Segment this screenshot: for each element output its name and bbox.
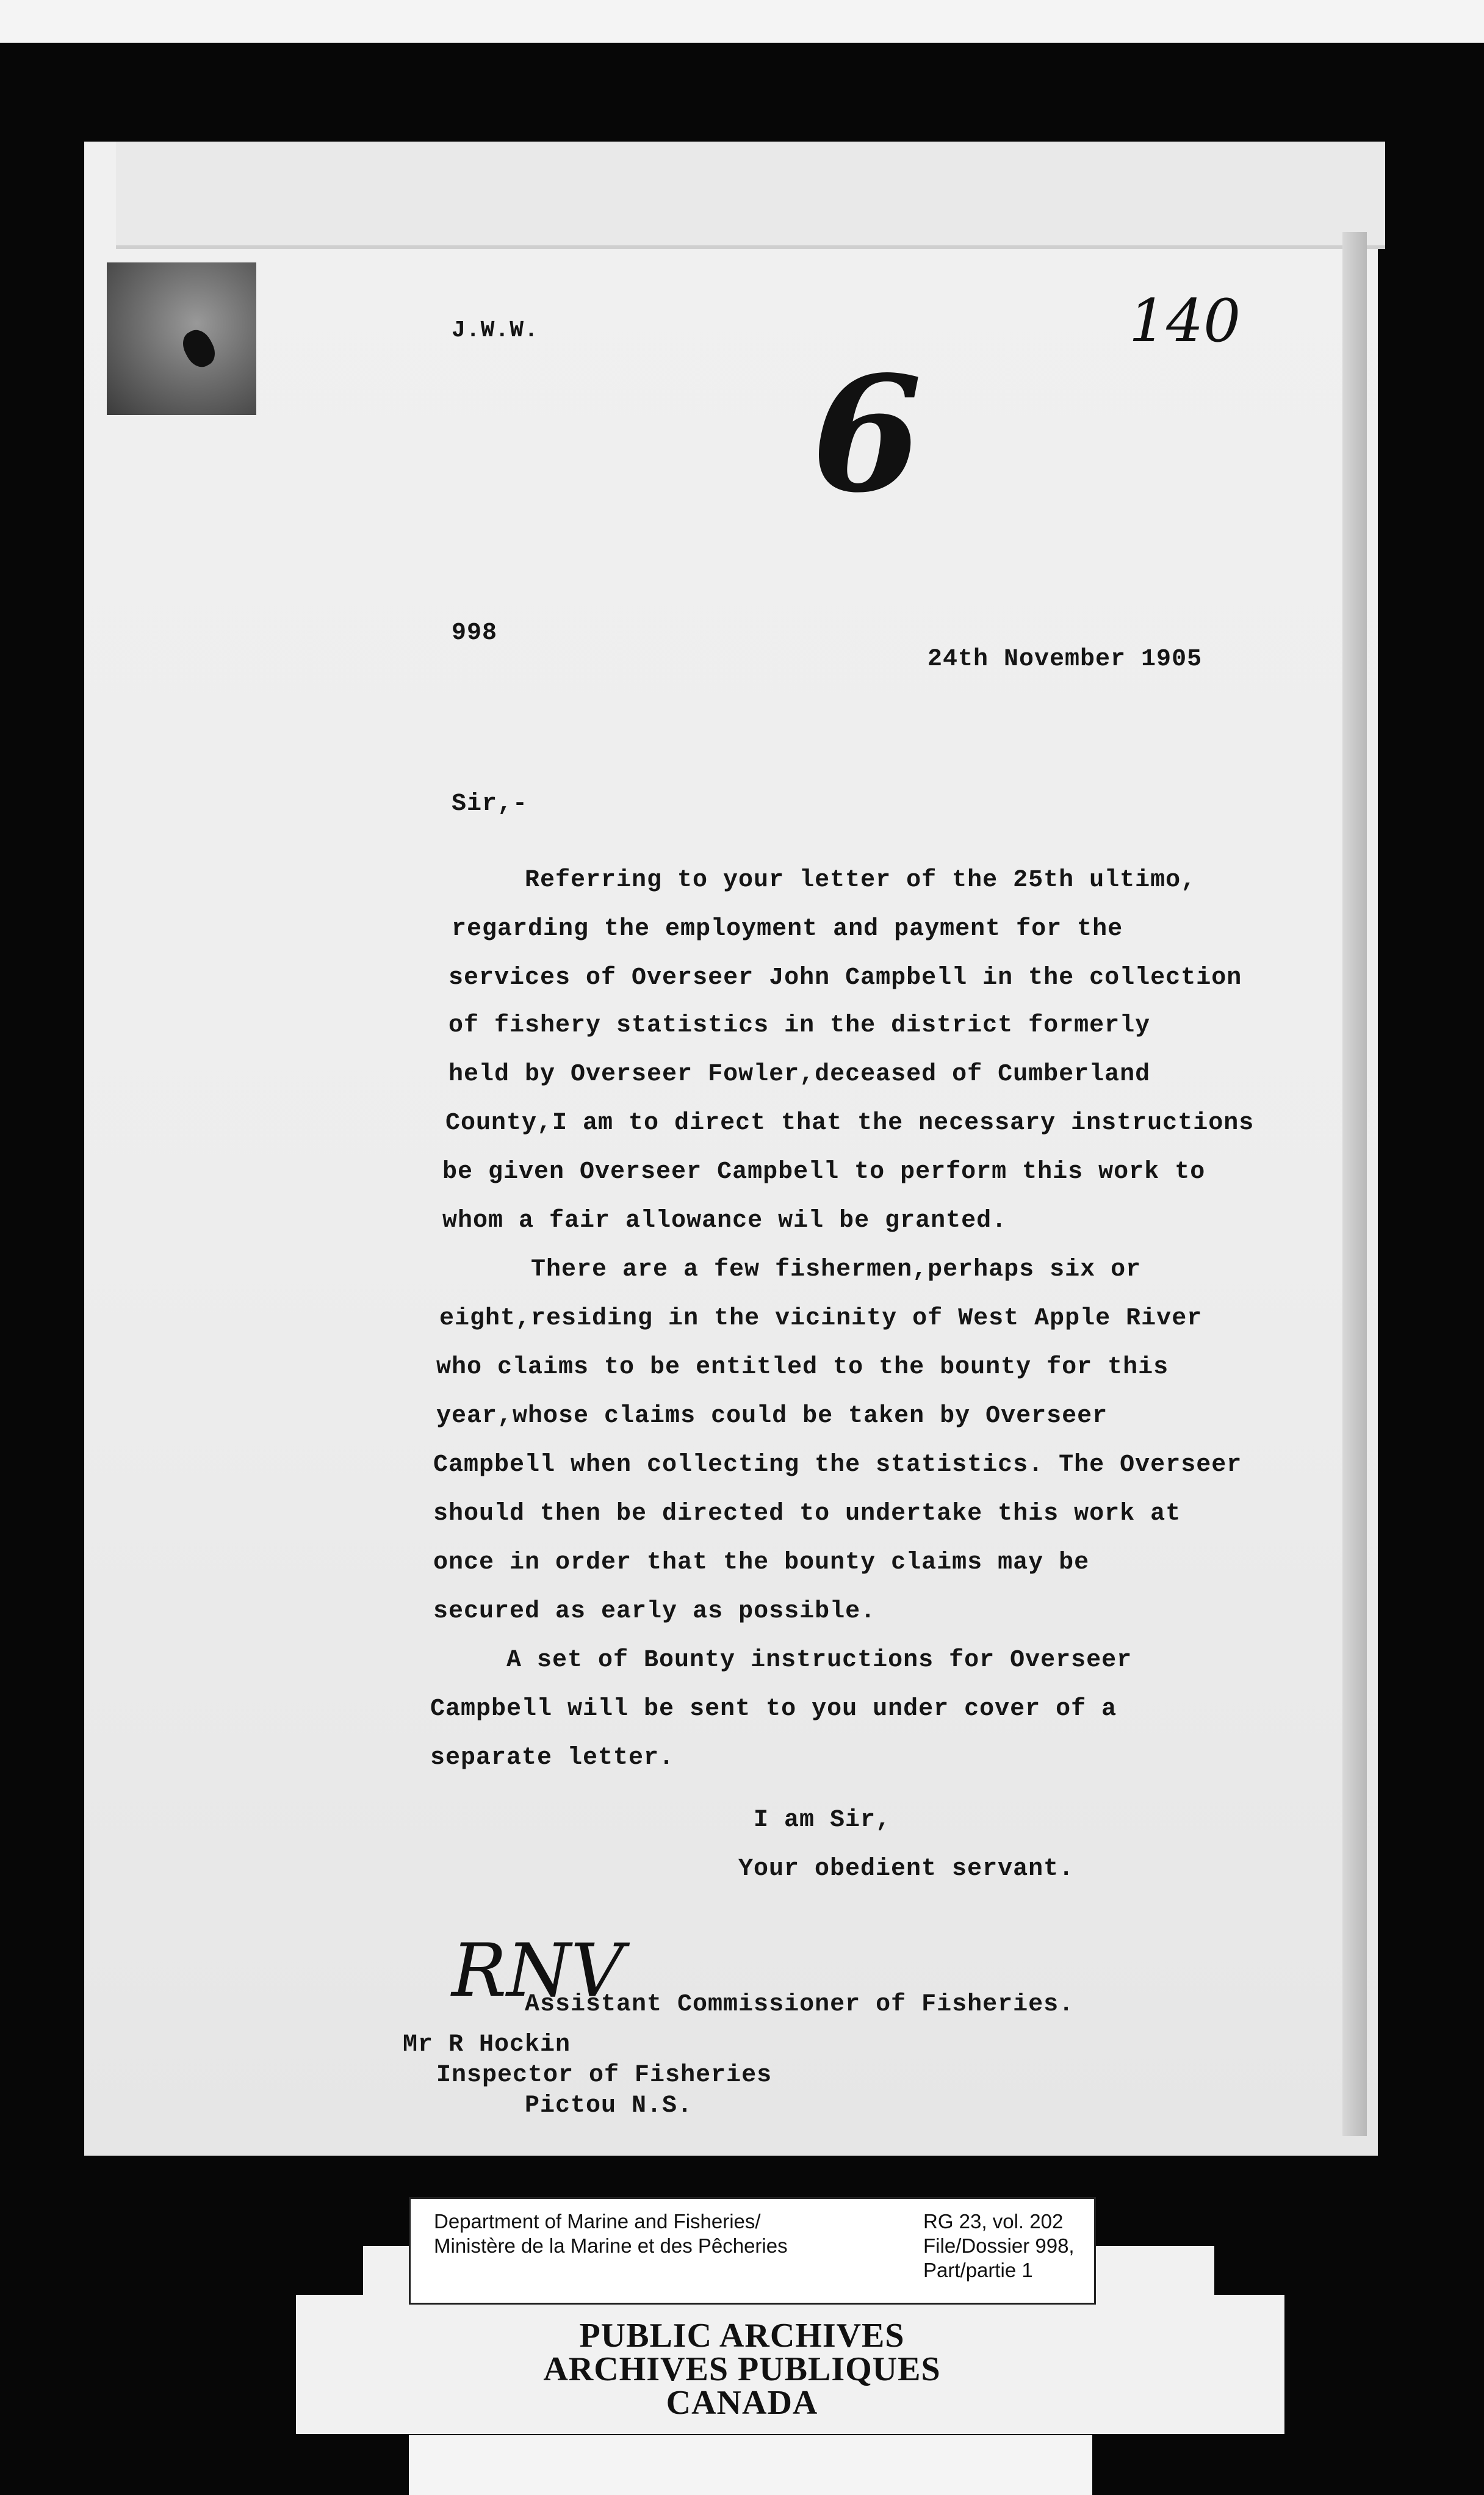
recipient-location: Pictou N.S. (525, 2092, 693, 2120)
body-line: Campbell will be sent to you under cover of a (430, 1695, 1117, 1723)
handwritten-page-number: 140 (1129, 287, 1241, 355)
body-line: County,I am to direct that the necessary instructions (445, 1110, 1255, 1137)
initials: J.W.W. (452, 317, 539, 344)
body-line: held by Overseer Fowler,deceased of Cumberland (448, 1061, 1151, 1088)
body-line: year,whose claims could be taken by Overseer (436, 1403, 1108, 1430)
body-line: separate letter. (430, 1744, 675, 1772)
body-line: A set of Bounty instructions for Overseer (506, 1647, 1133, 1674)
page-shadow (1342, 232, 1367, 2136)
body-line: eight,residing in the vicinity of West Apple River (439, 1305, 1203, 1332)
letter-page (84, 142, 1378, 2156)
stamp-notch (296, 2240, 363, 2295)
file-number: 998 (452, 619, 498, 647)
folded-page-edge (116, 142, 1385, 249)
body-line: secured as early as possible. (433, 1598, 876, 1625)
body-line: be given Overseer Campbell to perform this work to (442, 1158, 1206, 1186)
body-line: whom a fair allowance wil be granted. (442, 1207, 1007, 1235)
body-line: services of Overseer John Campbell in the collection (448, 964, 1242, 992)
body-line: regarding the employment and payment for the (452, 915, 1123, 943)
stamp-notch (1214, 2240, 1284, 2295)
file-dossier: File/Dossier 998, (923, 2234, 1075, 2257)
recipient-name: Mr R Hockin (403, 2031, 571, 2059)
body-line: Referring to your letter of the 25th ultimo, (525, 867, 1197, 894)
closing-line: I am Sir, (754, 1807, 891, 1834)
handwritten-signature: RNV (452, 1929, 624, 2013)
archive-reference-label (409, 2197, 1096, 2305)
part-partie: Part/partie 1 (923, 2259, 1033, 2281)
salutation: Sir,- (452, 790, 528, 818)
stamp-line-french: ARCHIVES PUBLIQUES (543, 2350, 941, 2388)
body-line: who claims to be entitled to the bounty for this (436, 1354, 1169, 1381)
signature-title: Assistant Commissioner of Fisheries. (525, 1991, 1075, 2018)
scan-top-border (0, 0, 1484, 43)
scan-bottom-border (409, 2435, 1092, 2495)
department-english: Department of Marine and Fisheries/ (434, 2210, 761, 2233)
letter-date: 24th November 1905 (928, 646, 1203, 673)
recipient-title: Inspector of Fisheries (436, 2062, 773, 2089)
staple-mark (107, 262, 256, 415)
stamp-line-country: CANADA (666, 2384, 818, 2422)
body-line: There are a few fishermen,perhaps six or (531, 1256, 1142, 1284)
department-french: Ministère de la Marine et des Pêcheries (434, 2234, 788, 2257)
body-line: of fishery statistics in the district formerly (448, 1012, 1151, 1039)
stamp-line-english: PUBLIC ARCHIVES (579, 2317, 905, 2355)
body-line: Campbell when collecting the statistics. The Overseer (433, 1451, 1242, 1479)
handwritten-mark: 6 (812, 342, 922, 528)
body-line: once in order that the bounty claims may be (433, 1549, 1090, 1576)
closing-line: Your obedient servant. (738, 1855, 1075, 1883)
record-group-volume: RG 23, vol. 202 (923, 2210, 1064, 2233)
body-line: should then be directed to undertake this work at (433, 1500, 1181, 1528)
